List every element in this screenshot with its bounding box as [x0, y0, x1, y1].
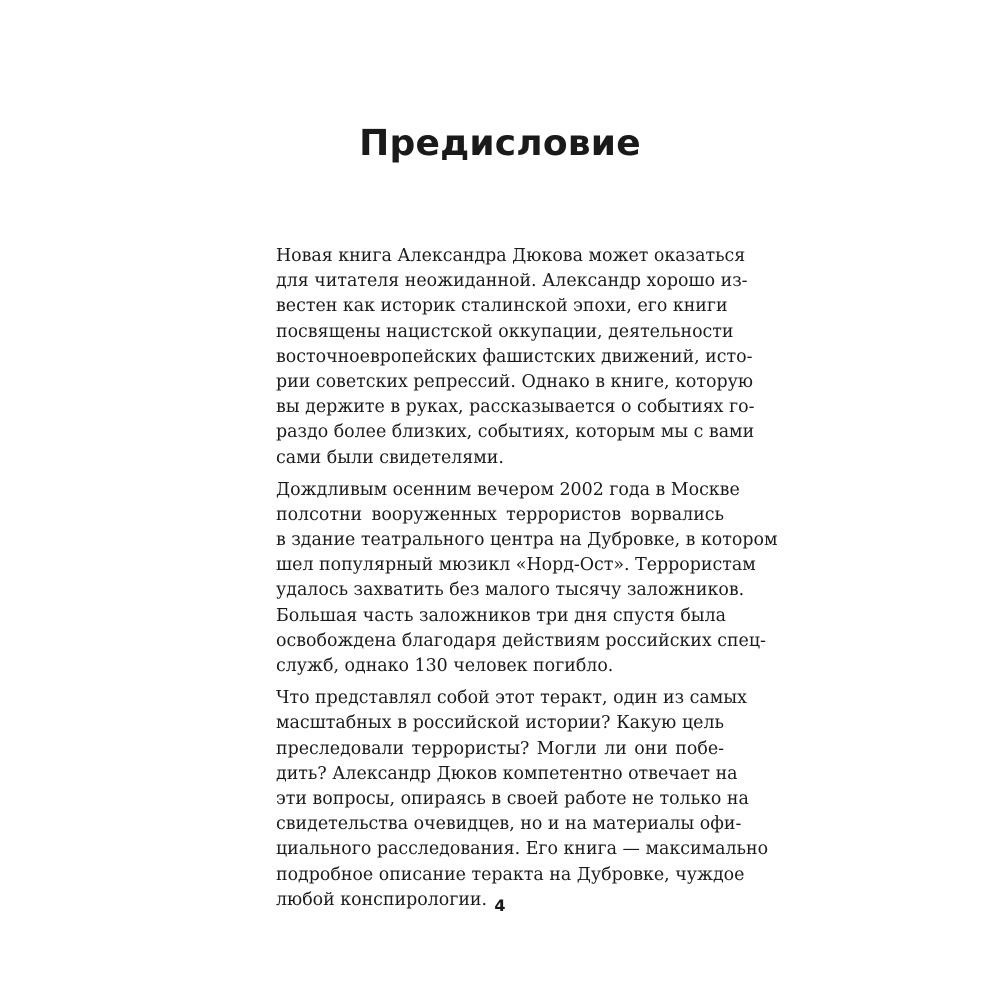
text-line: циального расследования. Его книга — максимально: [276, 839, 769, 860]
text-line: удалось захватить без малого тысячу заложников.: [276, 580, 745, 601]
text-line: Новая книга Александра Дюкова может оказаться: [276, 246, 746, 266]
text-line: полсотни вооруженных террористов ворвались: [276, 504, 724, 525]
text-line: восточноевропейских фашистских движений, исто-: [276, 346, 753, 367]
text-line: любой конспирологии.: [276, 889, 488, 910]
text-line: масштабных в российской истории? Какую цель: [276, 713, 724, 734]
paragraph: [276, 244, 755, 471]
text-line: освобождена благодаря действиям российских спец-: [276, 630, 766, 651]
paragraph: [276, 686, 769, 913]
text-line: посвящены нацистской оккупации, деятельности: [276, 321, 734, 342]
chapter-title: Предисловие: [359, 123, 641, 164]
text-line: дить? Александр Дюков компетентно отвечает на: [276, 763, 738, 784]
page-number: 4: [494, 896, 506, 915]
text-line: раздо более близких, событиях, которым мы с вами: [276, 422, 755, 443]
text-line: эти вопросы, опираясь в своей работе не только на: [276, 788, 749, 809]
text-line: рии советских репрессий. Однако в книге, которую: [276, 371, 754, 392]
text-line: Дождливым осенним вечером 2002 года в Москве: [276, 479, 740, 500]
text-line: подробное описание теракта на Дубровке, чуждое: [276, 864, 745, 885]
text-line: Большая часть заложников три дня спустя была: [276, 605, 727, 626]
text-line: вестен как историк сталинской эпохи, его книги: [276, 296, 728, 317]
text-line: преследовали террористы? Могли ли они побе-: [276, 738, 724, 759]
text-line: для читателя неожиданной. Александр хорошо из-: [276, 271, 748, 292]
text-line: шел популярный мюзикл «Норд-Ост». Террористам: [276, 555, 756, 576]
body-text: [276, 244, 778, 920]
paragraph: [276, 478, 778, 680]
text-line: Что представлял собой этот теракт, один из самых: [276, 688, 747, 709]
text-line: сами были свидетелями.: [276, 447, 504, 468]
text-line: свидетельства очевидцев, но и на материалы офи-: [276, 814, 742, 835]
text-line: в здание театрального центра на Дубровке, в котором: [276, 530, 778, 551]
text-line: служб, однако 130 человек погибло.: [276, 656, 614, 676]
text-line: вы держите в руках, рассказывается о событиях го-: [276, 397, 755, 418]
